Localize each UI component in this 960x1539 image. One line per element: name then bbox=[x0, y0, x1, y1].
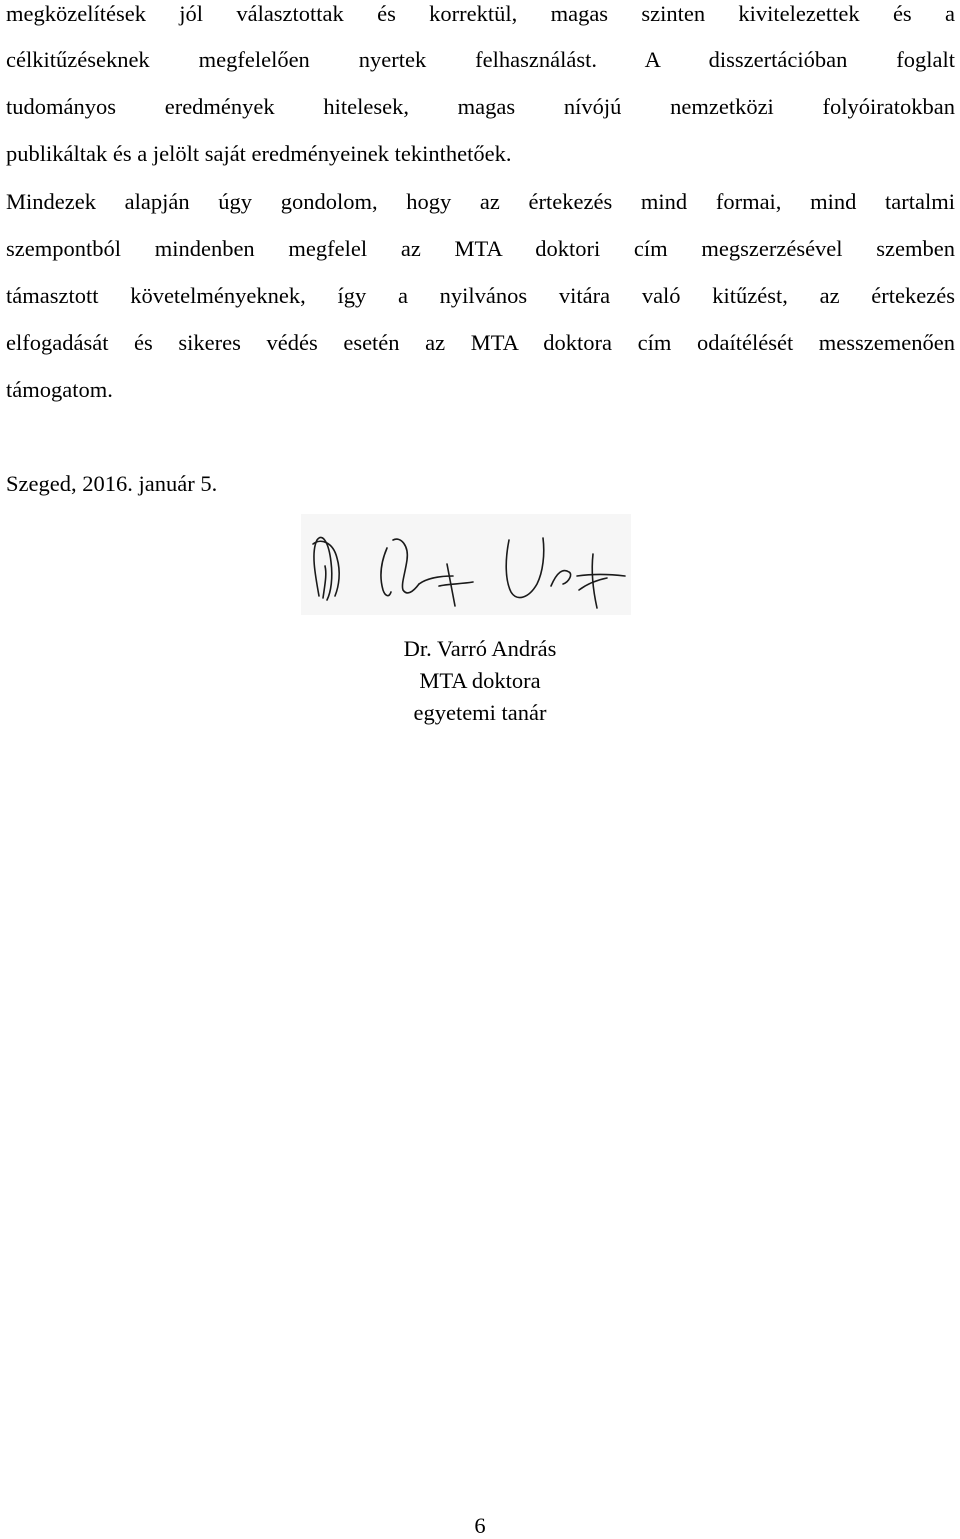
text-line: támogatom. bbox=[6, 377, 113, 402]
handwritten-signature bbox=[301, 514, 631, 615]
text-line: tudományos eredmények hitelesek, magas nívójú nemzetközi folyóiratokban bbox=[6, 94, 955, 119]
text-line: támasztott követelményeknek, így a nyilvános vitára való kitűzést, az értekezés bbox=[6, 283, 955, 308]
text-line: elfogadását és sikeres védés esetén az MTA doktora cím odaítélését messzemenően bbox=[6, 330, 955, 355]
signatory-block bbox=[280, 633, 680, 729]
text-line: publikáltak és a jelölt saját eredményeinek tekinthetőek. bbox=[6, 141, 512, 166]
page-number: 6 bbox=[474, 1513, 486, 1538]
signatory-name: Dr. Varró András bbox=[403, 636, 557, 661]
signature-drawing bbox=[301, 514, 631, 615]
text-line: megközelítések jól választottak és korrektül, magas szinten kivitelezettek és a bbox=[6, 1, 955, 26]
place-date: Szeged, 2016. január 5. bbox=[6, 471, 218, 496]
signatory-position: egyetemi tanár bbox=[413, 700, 547, 725]
text-line: szempontból mindenben megfelel az MTA doktori cím megszerzésével szemben bbox=[6, 236, 955, 261]
signatory-title: MTA doktora bbox=[419, 668, 541, 693]
text-line: célkitűzéseknek megfelelően nyertek felhasználást. A disszertációban foglalt bbox=[6, 47, 955, 72]
text-line: Mindezek alapján úgy gondolom, hogy az értekezés mind formai, mind tartalmi bbox=[6, 189, 955, 214]
